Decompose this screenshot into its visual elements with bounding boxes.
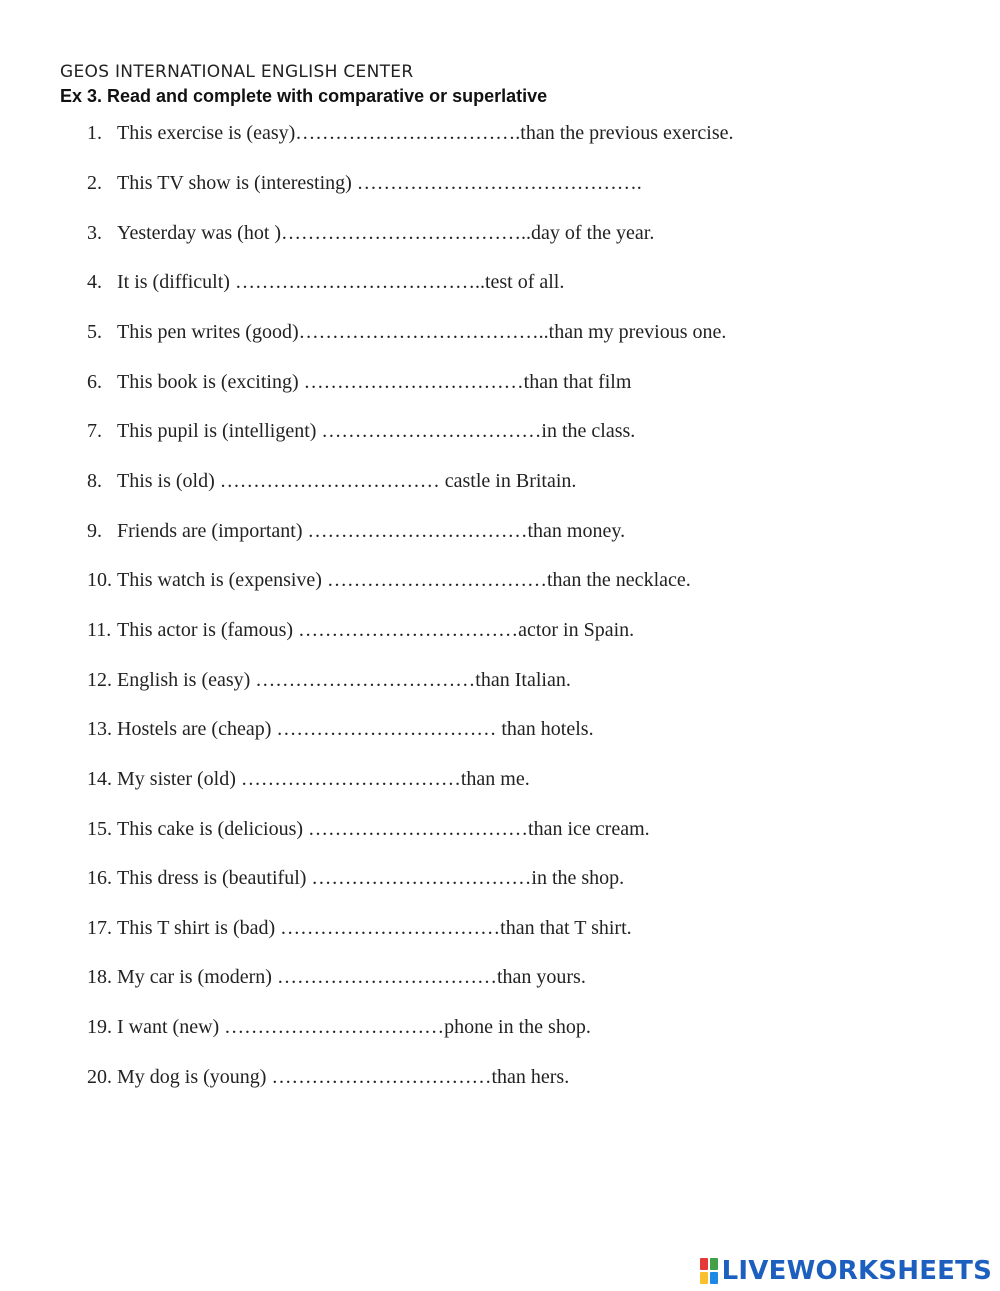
item-number: 17.: [87, 917, 112, 939]
exercise-item: [87, 619, 634, 645]
exercise-item: [87, 520, 625, 546]
item-number: 6.: [87, 371, 102, 393]
logo-block-blue: [710, 1272, 718, 1284]
item-text: This TV show is (interesting) …………………………………….: [117, 172, 642, 194]
item-text: This pen writes (good)………………………………..than my previous one.: [117, 321, 727, 343]
exercise-item: [87, 669, 571, 695]
item-text: This is (old) …………………………… castle in Britain.: [117, 470, 577, 492]
exercise-item: [87, 818, 650, 844]
item-text: It is (difficult) ………………………………..test of all.: [117, 271, 565, 293]
exercise-title: Ex 3. Read and complete with comparative or superlative: [60, 86, 548, 106]
item-text: This cake is (delicious) ……………………………than ice cream.: [117, 818, 650, 840]
item-number: 13.: [87, 718, 112, 740]
exercise-item: [87, 966, 586, 992]
brand-name: LIVEWORKSHEETS: [721, 1256, 992, 1286]
exercise-item: [87, 122, 734, 148]
exercise-item: [87, 867, 624, 893]
item-text: English is (easy) ……………………………than Italian.: [117, 669, 571, 691]
item-number: 7.: [87, 420, 102, 442]
item-number: 3.: [87, 222, 102, 244]
exercise-item: [87, 768, 530, 794]
exercise-item: [87, 321, 726, 347]
item-number: 19.: [87, 1016, 112, 1038]
item-text: My sister (old) ……………………………than me.: [117, 768, 530, 790]
exercise-item: [87, 718, 594, 744]
exercise-item: [87, 371, 631, 397]
item-text: This pupil is (intelligent) ……………………………in the class.: [117, 420, 636, 442]
item-number: 8.: [87, 470, 102, 492]
item-text: This dress is (beautiful) ……………………………in the shop.: [117, 867, 625, 889]
item-text: Hostels are (cheap) …………………………… than hotels.: [117, 718, 594, 740]
exercise-item: [87, 271, 564, 297]
liveworksheets-watermark: [700, 1255, 992, 1287]
exercise-item: [87, 917, 632, 943]
item-text: My car is (modern) ……………………………than yours.: [117, 966, 586, 988]
item-number: 2.: [87, 172, 102, 194]
item-number: 11.: [87, 619, 112, 641]
item-text: This exercise is (easy)…………………………….than the previous exercise.: [117, 122, 734, 144]
exercise-item: [87, 1066, 569, 1092]
item-number: 9.: [87, 520, 102, 542]
exercise-item: [87, 470, 576, 496]
item-text: This book is (exciting) ……………………………than that film: [117, 371, 632, 393]
item-text: Yesterday was (hot )………………………………..day of the year.: [117, 222, 655, 244]
exercise-item: [87, 172, 642, 198]
item-number: 18.: [87, 966, 112, 988]
exercise-item: [87, 420, 635, 446]
item-text: My dog is (young) ……………………………than hers.: [117, 1066, 570, 1088]
item-number: 4.: [87, 271, 102, 293]
item-number: 1.: [87, 122, 102, 144]
item-number: 14.: [87, 768, 112, 790]
item-number: 5.: [87, 321, 102, 343]
logo-block-green: [710, 1258, 718, 1270]
item-number: 12.: [87, 669, 112, 691]
item-text: Friends are (important) ……………………………than money.: [117, 520, 626, 542]
item-text: This T shirt is (bad) ……………………………than that T shirt.: [117, 917, 632, 939]
liveworksheets-logo-icon: [700, 1258, 718, 1284]
logo-block-red: [700, 1258, 708, 1270]
item-number: 10.: [87, 569, 112, 591]
center-name: GEOS INTERNATIONAL ENGLISH CENTER: [60, 62, 414, 82]
exercise-item: [87, 222, 654, 248]
item-number: 20.: [87, 1066, 112, 1088]
item-number: 16.: [87, 867, 112, 889]
item-text: This watch is (expensive) ……………………………than the necklace.: [117, 569, 691, 591]
item-text: I want (new) ……………………………phone in the shop.: [117, 1016, 591, 1038]
item-number: 15.: [87, 818, 112, 840]
exercise-item: [87, 569, 691, 595]
exercise-item: [87, 1016, 591, 1042]
item-text: This actor is (famous) ……………………………actor in Spain.: [117, 619, 635, 641]
logo-block-yellow: [700, 1272, 708, 1284]
